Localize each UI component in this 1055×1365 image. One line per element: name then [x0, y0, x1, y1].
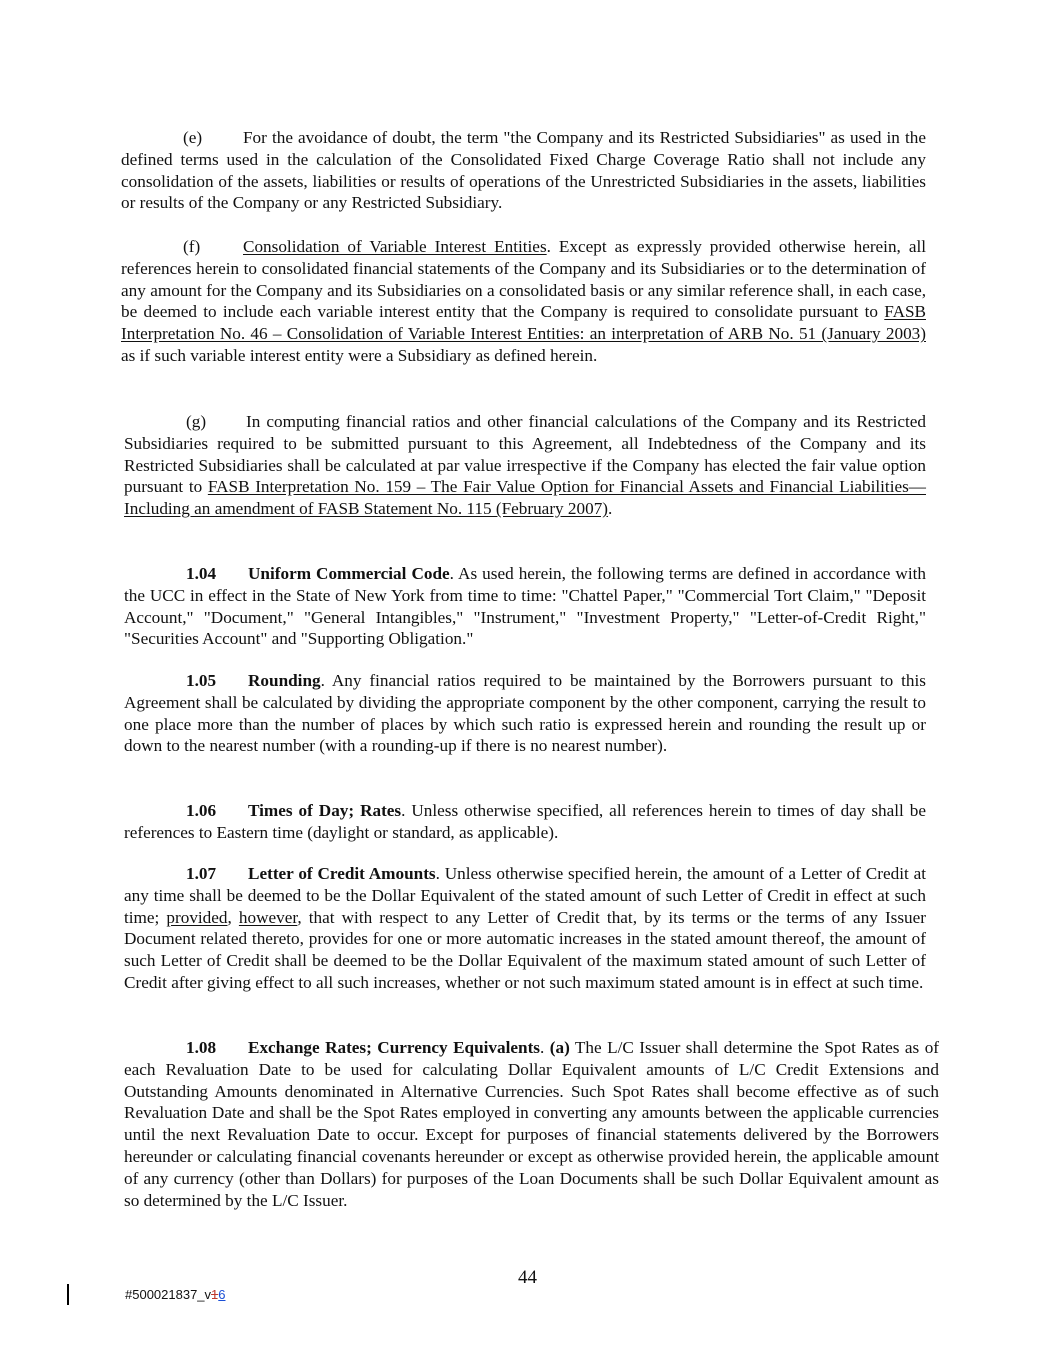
section-e-marker: (e) — [183, 128, 203, 147]
section-1-08-separator: . — [540, 1038, 550, 1057]
revision-change-bar — [67, 1284, 69, 1305]
section-1-07-paragraph — [124, 863, 926, 994]
section-1-06-number: 1.06 — [186, 801, 217, 820]
however-term: however — [238, 907, 298, 927]
section-g-paragraph — [124, 411, 926, 520]
section-g-text-1: In computing financial ratios and other financial calculations of the Company and its Restricted Subsidiaries required to be submitted pursuant to this Agreement, all Indebtedness of the Company and its Restricted Subsidiaries shall be calculated at par value irrespective if the Company has elected the fair value option pursuant to — [124, 412, 926, 497]
section-1-05-heading: Rounding — [248, 671, 321, 690]
section-1-07-text-1: . Unless otherwise specified herein, the amount of a Letter of Credit at any time shall be deemed to be the Dollar Equivalent of the stated amount of such Letter of Credit in effect at such time; — [124, 864, 927, 927]
section-1-08-paragraph — [124, 1037, 939, 1211]
section-e-paragraph — [121, 127, 926, 214]
section-1-06-heading: Times of Day; Rates — [248, 801, 402, 820]
section-g-marker: (g) — [186, 412, 207, 431]
section-f-paragraph — [121, 236, 926, 367]
section-g-reference: FASB Interpretation No. 159 – The Fair Value Option for Financial Assets and Financial Liabilities—Including an amendment of FASB Statement No. 115 (February 2007) — [124, 477, 926, 519]
section-1-07-text-2: , that with respect to any Letter of Credit that, by its terms or the terms of any Issuer Document related thereto, provides for one or more automatic increases in the stated amount thereof, the amount of such Letter of Credit shall be deemed to be the Dollar Equivalent of the maximum stated amount of such Letter of Credit after giving effect to all such increases, whether or not such maximum stated amount is in effect at such time. — [124, 907, 927, 992]
section-1-04-number: 1.04 — [186, 564, 217, 583]
section-1-06-paragraph — [124, 800, 926, 844]
page-number: 44 — [518, 1267, 537, 1288]
document-id-deleted-version: 1 — [211, 1287, 219, 1302]
section-f-text-2: as if such variable interest entity were a Subsidiary as defined herein. — [121, 345, 598, 365]
section-1-04-paragraph — [124, 563, 926, 650]
section-1-08-number: 1.08 — [186, 1038, 217, 1057]
provided-term: provided — [166, 907, 228, 927]
section-f-reference: FASB Interpretation No. 46 – Consolidation of Variable Interest Entities: an interpretation of ARB No. 51 (January 2003) — [121, 302, 926, 344]
section-1-06-text: . Unless otherwise specified, all references herein to times of day shall be references to Eastern time (daylight or standard, as applicable). — [124, 801, 926, 842]
section-1-08-subclause-marker: (a) — [549, 1038, 570, 1057]
section-1-07-comma: , — [227, 907, 239, 927]
document-id-prefix: #500021837_v — [125, 1287, 212, 1302]
section-1-05-number: 1.05 — [186, 671, 217, 690]
section-1-08-heading: Exchange Rates; Currency Equivalents — [248, 1038, 540, 1057]
section-e-text: For the avoidance of doubt, the term "the Company and its Restricted Subsidiaries" as used in the defined terms used in the calculation of the Consolidated Fixed Charge Coverage Ratio shall not include any consolidation of the assets, liabilities or results of operations of the Unrestricted Subsidiaries in the assets, liabilities or results of the Company or any Restricted Subsidiary. — [121, 128, 926, 213]
section-f-text-1: . Except as expressly provided otherwise herein, all references herein to consolidated financial statements of the Company and its Subsidiaries or to the determination of any amount for the Company and its Subsidiaries on a consolidated basis or any similar reference shall, in each case, be deemed to include each variable interest entity that the Company is required to consolidate pursuant to — [121, 237, 926, 322]
document-id — [125, 1287, 226, 1302]
section-g-text-2: . — [608, 499, 613, 519]
section-f-heading: Consolidation of Variable Interest Entities — [243, 237, 547, 256]
section-1-07-heading: Letter of Credit Amounts — [248, 864, 436, 883]
section-1-04-heading: Uniform Commercial Code — [248, 564, 450, 583]
document-id-inserted-version: 6 — [218, 1287, 226, 1302]
section-1-04-text: . As used herein, the following terms are defined in accordance with the UCC in effect in the State of New York from time to time: "Chattel Paper," "Commercial Tort Claim," "Deposit Account," "Document," "General Intangibles," "Instrument," "Investment Property," "Letter-of-Credit Right," "Securities Account" and "Supporting Obligation." — [124, 564, 926, 649]
section-1-08-text: The L/C Issuer shall determine the Spot Rates as of each Revaluation Date to be used for calculating Dollar Equivalent amounts of L/C Credit Extensions and Outstanding Amounts denominated in Alternative Currencies. Such Spot Rates shall become effective as of such Revaluation Date and shall be the Spot Rates employed in converting any amounts between the applicable currencies until the next Revaluation Date to occur. Except for purposes of financial statements delivered by the Borrowers hereunder or calculating financial covenants hereunder or except as otherwise provided herein, the applicable amount of any currency (other than Dollars) for purposes of the Loan Documents shall be such Dollar Equivalent amount as so determined by the L/C Issuer. — [124, 1038, 940, 1210]
section-1-05-text: . Any financial ratios required to be maintained by the Borrowers pursuant to this Agreement shall be calculated by dividing the appropriate component by the other component, carrying the result to one place more than the number of places by which such ratio is expressed herein and rounding the result up or down to the nearest number (with a rounding-up if there is no nearest number). — [124, 671, 926, 756]
section-1-05-paragraph — [124, 670, 926, 757]
section-f-marker: (f) — [183, 237, 201, 256]
section-1-07-number: 1.07 — [186, 864, 217, 883]
